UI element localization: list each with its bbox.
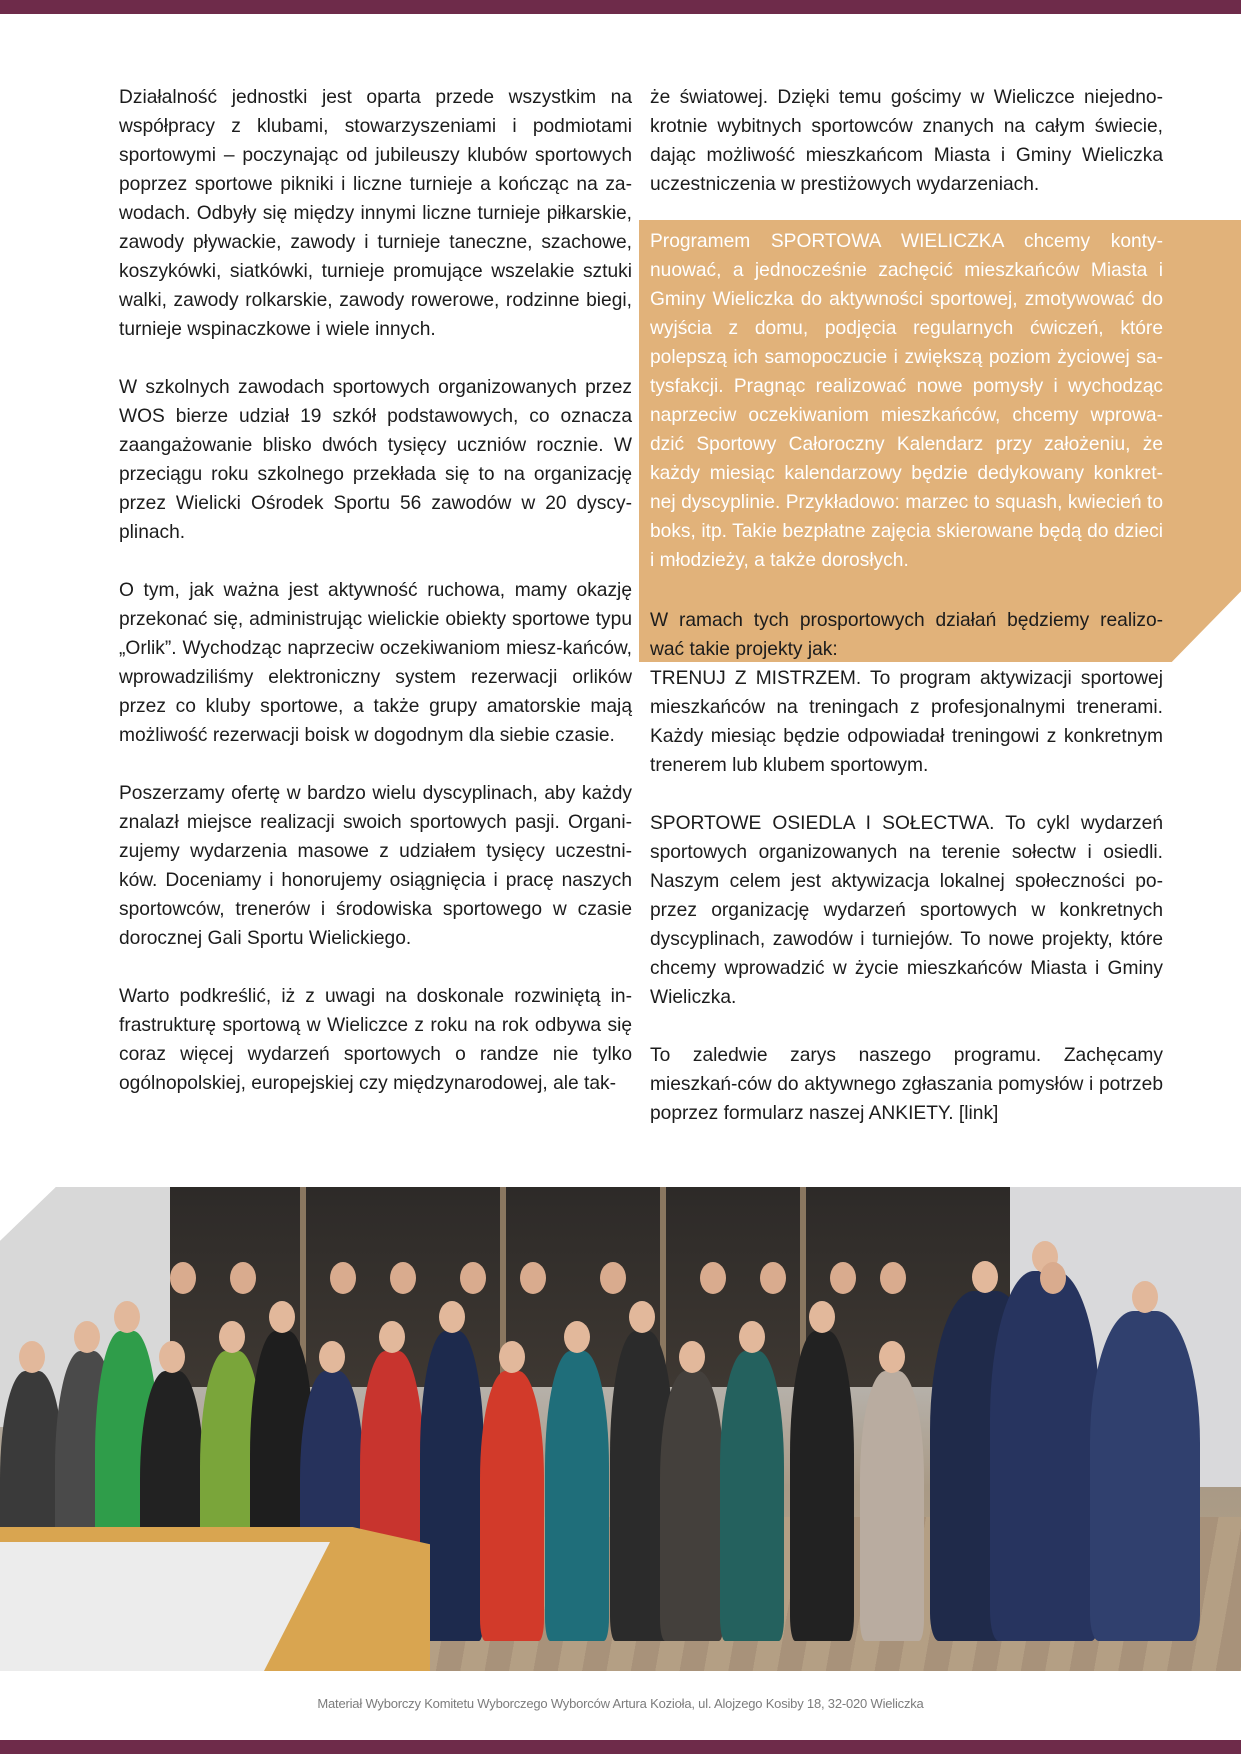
paragraph-world-events: że światowej. Dzięki temu gościmy w Wieliczce niejedno-krotnie wybitnych sportowców znanych na całym świecie, dając możliwość mieszkańcom Miasta i Gminy Wieliczka uczestniczenia w prestiżowych wydarzeniach.	[650, 87, 1163, 195]
top-accent-bar	[0, 0, 1241, 14]
photo-person-head	[170, 1262, 196, 1294]
photo-person-head	[439, 1301, 465, 1333]
photo-person-head	[520, 1262, 546, 1294]
photo-person-head	[700, 1262, 726, 1294]
photo-person-head	[600, 1262, 626, 1294]
photo-person	[660, 1371, 724, 1641]
photo-person-head	[739, 1321, 765, 1353]
photo-person-head	[809, 1301, 835, 1333]
survey-link[interactable]: [link]	[958, 1103, 999, 1124]
paragraph-infrastructure: Warto podkreślić, iż z uwagi na doskonale rozwiniętą in-frastrukturę sportową w Wieliczce z roku na rok odbywa się coraz więcej wydarzeń sportowych o randze nie tylko ogólnopolskiej, europejskiej czy międzynarodowej, ale tak-	[119, 986, 632, 1094]
photo-person-head	[390, 1262, 416, 1294]
paragraph-school-competitions: W szkolnych zawodach sportowych organizowanych przez WOS bierze udział 19 szkół podstawowych, co oznacza zaangażowanie blisko dwóch tysięcy uczniów rocznie. W przeciągu roku szkolnego przekłada się to na organizację przez Wielicki Ośrodek Sportu 56 zawodów w 20 dyscy-plinach.	[119, 377, 632, 543]
photo-person-head	[830, 1262, 856, 1294]
photo-person-head	[879, 1341, 905, 1373]
photo-person-head	[499, 1341, 525, 1373]
paragraph-projects-intro: W ramach tych prosportowych działań będziemy realizo-wać takie projekty jak:	[650, 610, 1163, 660]
paragraph-sportowa-wieliczka: Programem SPORTOWA WIELICZKA chcemy konty-nuować, a jednocześnie zachęcić mieszkańców Miasta i Gminy Wieliczka do aktywności sportowej, zmotywować do wyjścia z domu, podjęcia regularnych ćwiczeń, które polepszą ich samopoczucie i zwiększą poziom życiowej sa-tysfakcji. Pragnąc realizować nowe pomysły i wychodząc naprzeciw oczekiwaniom mieszkańców, chcemy wprowa-dzić Sportowy Całoroczny Kalendarz przy założeniu, że każdy miesiąc kalendarzowy będzie dedykowany konkret-nej dyscyplinie. Przykładowo: marzec to squash, kwiecień to boks, itp. Takie bezpłatne zajęcia skierowane będą do dzieci i młodzieży, a także dorosłych.	[650, 231, 1163, 571]
photo-person	[480, 1371, 544, 1641]
bottom-accent-bar	[0, 1740, 1241, 1754]
photo-person-head	[74, 1321, 100, 1353]
paragraph-orlik: O tym, jak ważna jest aktywność ruchowa, mamy okazję przekonać się, administrując wielickie obiekty sportowe typu „Orlik”. Wychodząc naprzeciw oczekiwaniom miesz-kańców, wprowadziliśmy elektroniczny system rezerwacji orlików przez co kluby sportowe, a także grupy amatorskie mają możliwość rezerwacji boisk w dogodnym dla siebie czasie.	[119, 580, 632, 746]
photo-person	[545, 1351, 609, 1641]
photo-person-head	[460, 1262, 486, 1294]
photo-person-head	[1040, 1262, 1066, 1294]
photo-person-head	[269, 1301, 295, 1333]
photo-person-head	[972, 1261, 998, 1293]
photo-person-head	[564, 1321, 590, 1353]
photo-person-head	[379, 1321, 405, 1353]
photo-person-head	[1132, 1281, 1158, 1313]
paragraph-offer: Poszerzamy ofertę w bardzo wielu dyscyplinach, aby każdy znalazł miejsce realizacji swoich sportowych pasji. Organi-zujemy wydarzenia masowe z udziałem tysięcy uczestni-ków. Doceniamy i honorujemy osiągnięcia i pracę naszych sportowców, trenerów i środowiska sportowego w czasie dorocznej Gali Sportu Wielickiego.	[119, 783, 632, 949]
group-photo	[0, 1187, 1241, 1671]
paragraph-sportowe-osiedla: SPORTOWE OSIEDLA I SOŁECTWA. To cykl wydarzeń sportowych organizowanych na terenie sołectw i osiedli. Naszym celem jest aktywizacja lokalnej społeczności po-przez organizację wydarzeń sportowych w konkretnych dyscyplinach, zawodów i turniejów. To nowe projekty, które chcemy wprowadzić w życie mieszkańców Miasta i Gminy Wieliczka.	[650, 813, 1163, 1008]
photo-person-head	[159, 1341, 185, 1373]
photo-person	[1090, 1311, 1200, 1641]
photo-person-head	[880, 1262, 906, 1294]
closing-text: To zaledwie zarys naszego programu. Zachęcamy mieszkań-ców do aktywnego zgłaszania pomysłów i potrzeb poprzez formularz naszej ANKIETY.	[650, 1045, 1163, 1124]
right-column-projects	[650, 606, 1163, 1157]
photo-person-head	[330, 1262, 356, 1294]
paragraph-activities: Działalność jednostki jest oparta przede wszystkim na współpracy z klubami, stowarzyszeniami i podmiotami sportowymi – poczynając od jubileuszy klubów sportowych poprzez sportowe pikniki i liczne turnieje a kończąc na za-wodach. Odbyły się między innymi liczne turnieje piłkarskie, zawody pływackie, zawody i turnieje taneczne, szachowe, koszykówki, siatkówki, turnieje promujące wszelakie sztuki walki, zawody rolkarskie, zawody rowerowe, rodzinne biegi, turnieje wspinaczkowe i wiele innych.	[119, 87, 632, 340]
right-column-intro	[650, 83, 1163, 228]
paragraph-trenuj-z-mistrzem: TRENUJ Z MISTRZEM. To program aktywizacji sportowej mieszkańców na treningach z profesjonalnymi trenerami. Każdy miesiąc będzie odpowiadał treningowi z konkretnym trenerem lub klubem sportowym.	[650, 668, 1163, 776]
photo-person	[860, 1371, 924, 1641]
left-column	[119, 83, 632, 1127]
photo-person-head	[19, 1341, 45, 1373]
photo-person-head	[319, 1341, 345, 1373]
photo-person-head	[230, 1262, 256, 1294]
photo-person-head	[114, 1301, 140, 1333]
paragraph-closing	[650, 1041, 1163, 1128]
photo-person-head	[760, 1262, 786, 1294]
photo-person	[990, 1271, 1100, 1641]
highlight-text-block	[650, 227, 1163, 575]
photo-person-head	[219, 1321, 245, 1353]
footer-note: Materiał Wyborczy Komitetu Wyborczego Wyborców Artura Kozioła, ul. Alojzego Kosiby 18, 32-020 Wieliczka	[317, 1696, 924, 1711]
photo-person-head	[679, 1341, 705, 1373]
photo-person	[790, 1331, 854, 1641]
photo-person	[720, 1351, 784, 1641]
photo-person-head	[629, 1301, 655, 1333]
